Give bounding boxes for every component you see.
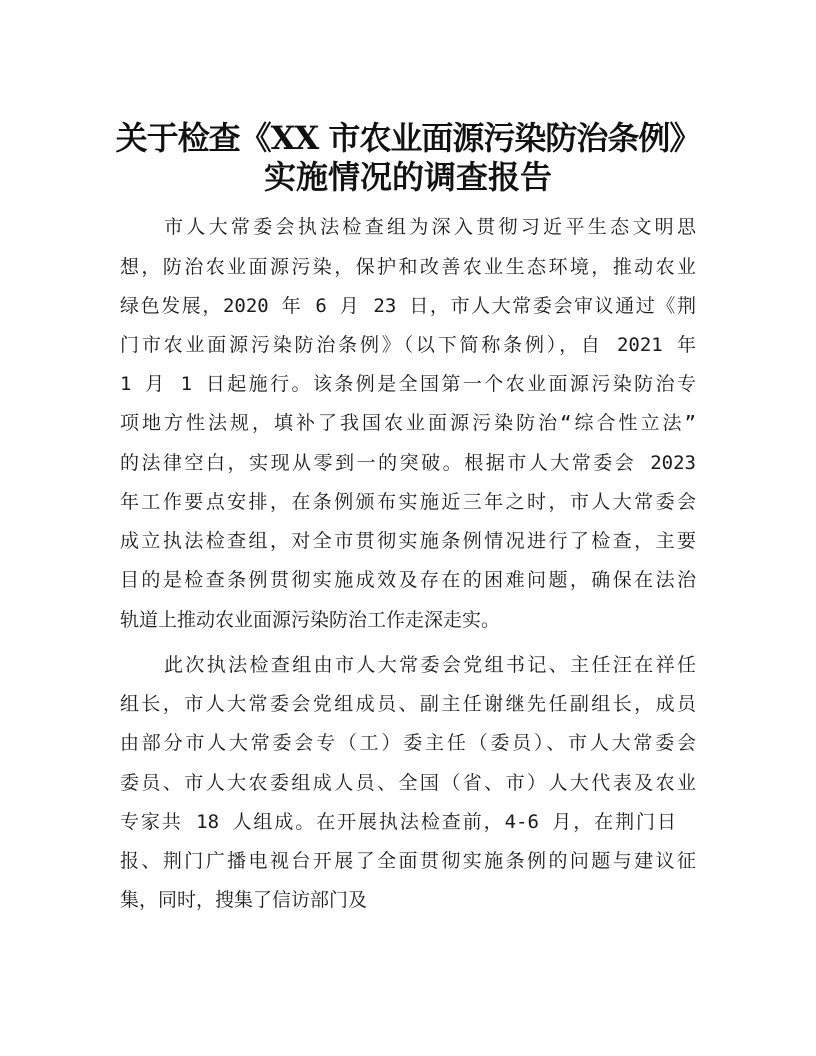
paragraph-2-line: 专家共 18 人组成。在开展执法检查前，4-6 月，在荆门日 — [120, 811, 676, 833]
paragraph-2-line: 集，同时，搜集了信访部门及 — [120, 889, 368, 911]
paragraph-1-line: 想，防治农业面源污染，保护和改善农业生态环境，推动农业 — [120, 256, 696, 278]
paragraph-1-line: 市人大常委会执法检查组为深入贯彻习近平生态文明思 — [164, 216, 696, 238]
paragraph-2-line: 由部分市人大常委会专（工）委主任（委员）、市人大常委会 — [120, 732, 696, 754]
paragraph-1-line: 的法律空白，实现从零到一的突破。根据市人大常委会 2023 — [120, 452, 696, 474]
paragraph-1-line: 项地方性法规，填补了我国农业面源污染防治“综合性立法” — [120, 412, 696, 434]
paragraph-1-line: 绿色发展，2020 年 6 月 23 日，市人大常委会审议通过《荆 — [120, 295, 696, 317]
paragraph-1-line: 年工作要点安排，在条例颁布实施近三年之时，市人大常委会 — [120, 491, 696, 513]
paragraph-1-line: 目的是检查条例贯彻实施成效及存在的困难问题，确保在法治 — [120, 569, 696, 591]
paragraph-2-line: 此次执法检查组由市人大常委会党组书记、主任汪在祥任 — [164, 654, 696, 676]
document-title-line-1: 关于检查《XX 市农业面源污染防治条例》 — [115, 119, 701, 157]
paragraph-1-line: 轨道上推动农业面源污染防治工作走深走实。 — [120, 609, 501, 631]
paragraph-1-line: 门市农业面源污染防治条例》（以下简称条例），自 2021 年 — [120, 334, 696, 356]
paragraph-1-line: 1 月 1 日起施行。该条例是全国第一个农业面源污染防治专 — [120, 373, 696, 395]
paragraph-2-line: 组长，市人大常委会党组成员、副主任谢继先任副组长，成员 — [120, 693, 696, 715]
paragraph-1-line: 成立执法检查组，对全市贯彻实施条例情况进行了检查，主要 — [120, 530, 696, 552]
paragraph-2-line: 报、荆门广播电视台开展了全面贯彻实施条例的问题与建议征 — [120, 850, 696, 872]
document-title-line-2: 实施情况的调查报告 — [263, 158, 552, 196]
paragraph-2-line: 委员、市人大农委组成人员、全国（省、市）人大代表及农业 — [120, 772, 696, 794]
